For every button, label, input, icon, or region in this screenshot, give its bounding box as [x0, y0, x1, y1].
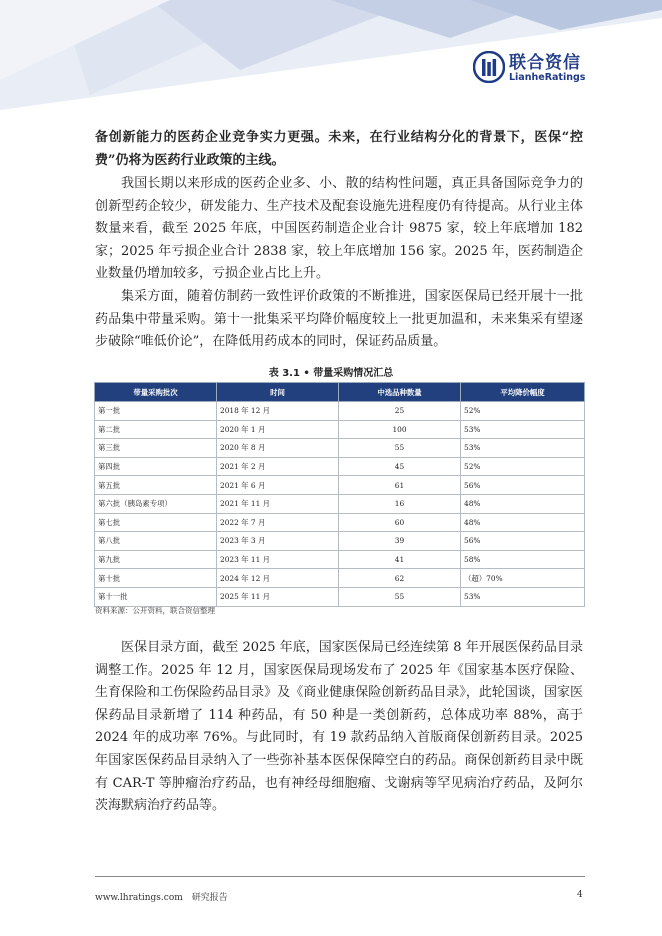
cell-price-cut: 48% [461, 494, 585, 513]
paragraph-industry-structure: 我国长期以来形成的医药企业多、小、散的结构性问题，真正具备国际竞争力的创新型药企较少，研发能力、生产技术及配套设施先进程度仍有待提高。从行业主体数量来看，截至 2025 年底，中国医药制造企业合计 9875 家，较上年底增加 182 家；2025 年亏损企业合计 2838 家，较上年底增加 156 家。2025 年，医药制造企业数量仍增加较多，亏损企业占比上升。 [95, 176, 583, 282]
table-row [95, 439, 585, 458]
cell-batch: 第三批 [95, 439, 217, 458]
table-row [95, 494, 585, 513]
table-source-note: 资料来源：公开资料，联合资信整理 [95, 606, 215, 615]
cell-batch: 第二批 [95, 420, 217, 439]
footer-divider [95, 876, 585, 877]
cell-batch: 第七批 [95, 513, 217, 532]
table-row [95, 420, 585, 439]
cell-count: 55 [339, 587, 461, 606]
cell-batch: 第一批 [95, 402, 217, 421]
cell-price-cut: 53% [461, 420, 585, 439]
cell-count: 39 [339, 532, 461, 551]
cell-time: 2022 年 7 月 [217, 513, 339, 532]
table-row [95, 532, 585, 551]
cell-price-cut: （超）70% [461, 569, 585, 588]
cell-batch: 第十一批 [95, 587, 217, 606]
cell-count: 45 [339, 457, 461, 476]
cell-count: 25 [339, 402, 461, 421]
cell-batch: 第六批（胰岛素专项） [95, 494, 217, 513]
cell-time: 2021 年 11 月 [217, 494, 339, 513]
page-number: 4 [577, 890, 583, 900]
company-logo [473, 48, 593, 88]
cell-time: 2025 年 11 月 [217, 587, 339, 606]
cell-batch: 第五批 [95, 476, 217, 495]
cell-time: 2020 年 1 月 [217, 420, 339, 439]
cell-count: 60 [339, 513, 461, 532]
cell-time: 2023 年 11 月 [217, 550, 339, 569]
header-price-cut: 平均降价幅度 [461, 383, 585, 402]
table-title: 表 3.1 • 带量采购情况汇总 [268, 368, 394, 379]
cell-time: 2018 年 12 月 [217, 402, 339, 421]
header-batch: 带量采购批次 [95, 383, 217, 402]
cell-price-cut: 53% [461, 587, 585, 606]
cell-price-cut: 48% [461, 513, 585, 532]
cell-time: 2024 年 12 月 [217, 569, 339, 588]
cell-time: 2021 年 6 月 [217, 476, 339, 495]
table-row [95, 569, 585, 588]
cell-time: 2023 年 3 月 [217, 532, 339, 551]
cell-count: 55 [339, 439, 461, 458]
footer-site: www.lhratings.com 研究报告 [95, 893, 228, 903]
logo-mark-icon [473, 51, 505, 83]
table-row [95, 402, 585, 421]
cell-count: 61 [339, 476, 461, 495]
logo-english-name: LianheRatings [509, 72, 586, 83]
cell-time: 2021 年 2 月 [217, 457, 339, 476]
header-count: 中选品种数量 [339, 383, 461, 402]
table-row [95, 587, 585, 606]
paragraph-policy-conclusion: 备创新能力的医药企业竞争实力更强。未来，在行业结构分化的背景下，医保“控费”仍将为医药行业政策的主线。 [95, 130, 583, 168]
cell-price-cut: 58% [461, 550, 585, 569]
cell-count: 100 [339, 420, 461, 439]
table-row [95, 550, 585, 569]
cell-time: 2020 年 8 月 [217, 439, 339, 458]
table-row [95, 457, 585, 476]
cell-batch: 第八批 [95, 532, 217, 551]
cell-price-cut: 56% [461, 532, 585, 551]
cell-batch: 第九批 [95, 550, 217, 569]
cell-price-cut: 52% [461, 402, 585, 421]
cell-price-cut: 53% [461, 439, 585, 458]
logo-chinese-name: 联合资信 [509, 53, 581, 73]
paragraph-insurance-catalog: 医保目录方面，截至 2025 年底，国家医保局已经连续第 8 年开展医保药品目录调整工作。2025 年 12 月，国家医保局现场发布了 2025 年《国家基本医疗保险、生育保险和工伤保险药品目录》及《商业健康保险创新药品目录》，此轮国谈，国家医保药品目录新增了 114 种药品，有 50 种是一类创新药，总体成功率 88%，高于 2024 年的成功率 76%。与此同时，有 19 款药品纳入首版商保创新药目录。2025 年国家医保药品目录纳入了一些弥补基本医保保障空白的药品。商保创新药目录中既有 CAR-T 等肿瘤治疗药品，也有神经母细胞瘤、戈谢病等罕见病治疗药品，及阿尔茨海默病治疗药品等。 [95, 640, 583, 814]
cell-count: 62 [339, 569, 461, 588]
header-time: 时间 [217, 383, 339, 402]
table-row [95, 476, 585, 495]
cell-price-cut: 56% [461, 476, 585, 495]
cell-batch: 第四批 [95, 457, 217, 476]
paragraph-procurement: 集采方面，随着仿制药一致性评价政策的不断推进，国家医保局已经开展十一批药品集中带量采购。第十一批集采平均降价幅度较上一批更加温和，未来集采有望逐步破除“唯低价论”，在降低用药成本的同时，保证药品质量。 [95, 289, 583, 350]
table-header-row [95, 383, 585, 402]
cell-price-cut: 52% [461, 457, 585, 476]
procurement-table [94, 382, 585, 607]
cell-batch: 第十批 [95, 569, 217, 588]
cell-count: 16 [339, 494, 461, 513]
cell-count: 41 [339, 550, 461, 569]
table-row [95, 513, 585, 532]
